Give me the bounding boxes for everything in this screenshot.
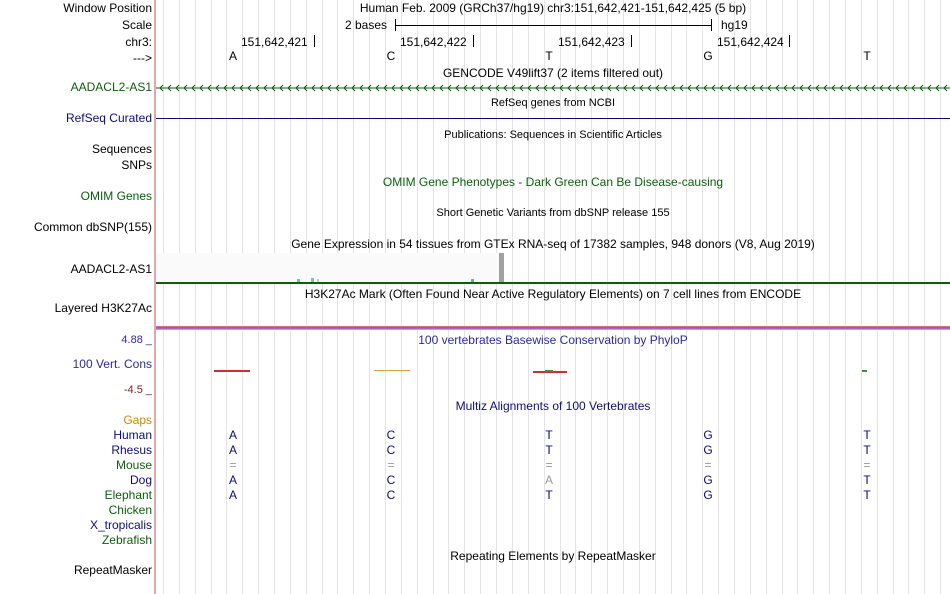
refseq-track-title[interactable]: RefSeq genes from NCBI (490, 97, 616, 109)
base-4: G (703, 49, 713, 63)
aligned-base: G (703, 443, 713, 457)
aligned-base: C (386, 428, 396, 442)
coord-3: 151,642,423 (558, 35, 625, 49)
track-label-column (0, 0, 154, 594)
gencode-gene-label[interactable]: AADACL2-AS1 (70, 80, 152, 94)
refseq-track-label[interactable]: RefSeq Curated (65, 111, 152, 125)
chromosome-label: chr3: (125, 35, 152, 49)
aligned-base: = (229, 458, 237, 472)
aligned-base: C (386, 488, 396, 502)
aligned-base: T (863, 488, 871, 502)
scale-bar (395, 18, 712, 32)
base-1: A (228, 49, 237, 63)
species-human-label[interactable]: Human (113, 428, 152, 442)
coord-tick (631, 35, 632, 47)
assembly-text: hg19 (721, 18, 748, 32)
species-xtropicalis-label[interactable]: X_tropicalis (89, 518, 152, 532)
coord-tick (314, 35, 315, 47)
window-position-text: Human Feb. 2009 (GRCh37/hg19) chr3:151,642,421-151,642,425 (5 bp) (359, 1, 747, 15)
aligned-base: A (228, 428, 237, 442)
dbsnp-track-title[interactable]: Short Genetic Variants from dbSNP release 155 (436, 207, 670, 219)
coord-2: 151,642,422 (400, 35, 467, 49)
coord-tick (473, 35, 474, 47)
gtex-gene-feature[interactable] (156, 282, 950, 284)
coord-1: 151,642,421 (241, 35, 308, 49)
base-5: T (863, 49, 871, 63)
track-image[interactable] (156, 0, 950, 594)
aligned-base: G (703, 488, 713, 502)
window-position-label: Window Position (63, 1, 152, 15)
aligned-base: A (228, 488, 237, 502)
multiz-track-title[interactable]: Multiz Alignments of 100 Vertebrates (455, 399, 651, 413)
aligned-base: A (228, 473, 237, 487)
aligned-base: T (863, 443, 871, 457)
aligned-base: = (704, 458, 712, 472)
publications-track-title[interactable]: Publications: Sequences in Scientific Articles (444, 129, 662, 141)
sequences-track-label[interactable]: Sequences (91, 142, 152, 156)
base-3: T (545, 49, 553, 63)
aligned-base: G (703, 473, 713, 487)
aligned-base: T (545, 428, 553, 442)
species-mouse-label[interactable]: Mouse (115, 458, 152, 472)
aligned-base: T (545, 488, 553, 502)
aligned-base: T (545, 443, 553, 457)
scale-label: Scale (121, 18, 152, 32)
aligned-base: G (703, 428, 713, 442)
species-rhesus-label[interactable]: Rhesus (111, 443, 152, 457)
coord-tick (789, 35, 790, 47)
coord-4: 151,642,424 (717, 35, 784, 49)
gtex-track-title[interactable]: Gene Expression in 54 tissues from GTEx RNA-seq of 17382 samples, 948 donors (V8, Aug 2019) (291, 237, 815, 251)
h3k27ac-signal[interactable] (156, 326, 950, 330)
phylop-signal[interactable] (156, 365, 950, 377)
snps-track-label[interactable]: SNPs (121, 158, 152, 172)
aligned-base: C (386, 473, 396, 487)
aligned-base: C (386, 443, 396, 457)
base-2: C (386, 49, 396, 63)
species-chicken-label[interactable]: Chicken (108, 503, 152, 517)
dbsnp-track-label[interactable]: Common dbSNP(155) (33, 220, 152, 234)
scale-text: 2 bases (345, 18, 388, 32)
species-zebrafish-label[interactable]: Zebrafish (101, 533, 152, 547)
aligned-base: = (387, 458, 395, 472)
omim-track-title[interactable]: OMIM Gene Phenotypes - Dark Green Can Be Disease-causing (382, 175, 724, 189)
aligned-base: T (863, 428, 871, 442)
aligned-base: A (228, 443, 237, 457)
conservation-track-label[interactable]: 100 Vert. Cons (72, 357, 152, 371)
repeatmasker-track-title[interactable]: Repeating Elements by RepeatMasker (450, 549, 656, 563)
gtex-track-label[interactable]: AADACL2-AS1 (70, 262, 152, 276)
phylop-track-title[interactable]: 100 vertebrates Basewise Conservation by PhyloP (418, 333, 688, 347)
omim-track-label[interactable]: OMIM Genes (80, 189, 152, 203)
aligned-base: = (863, 458, 871, 472)
repeatmasker-track-label[interactable]: RepeatMasker (73, 563, 152, 577)
refseq-gene-feature[interactable] (156, 118, 950, 119)
species-elephant-label[interactable]: Elephant (104, 488, 152, 502)
gtex-bar-plot[interactable] (156, 253, 950, 282)
aligned-base: T (863, 473, 871, 487)
strand-arrow-label: ---> (133, 51, 152, 65)
h3k27ac-track-label[interactable]: Layered H3K27Ac (54, 301, 152, 315)
h3k27ac-track-title[interactable]: H3K27Ac Mark (Often Found Near Active Regulatory Elements) on 7 cell lines from ENCODE (304, 287, 802, 301)
conservation-min-label: -4.5 _ (123, 384, 152, 396)
aligned-base-mismatch: A (544, 473, 553, 487)
gaps-label[interactable]: Gaps (123, 413, 152, 427)
gencode-track-title[interactable]: GENCODE V49lift37 (2 items filtered out) (442, 66, 664, 80)
species-dog-label[interactable]: Dog (129, 473, 152, 487)
conservation-max-label: 4.88 _ (121, 334, 152, 346)
gencode-gene-feature[interactable] (156, 82, 950, 94)
aligned-base: = (545, 458, 553, 472)
